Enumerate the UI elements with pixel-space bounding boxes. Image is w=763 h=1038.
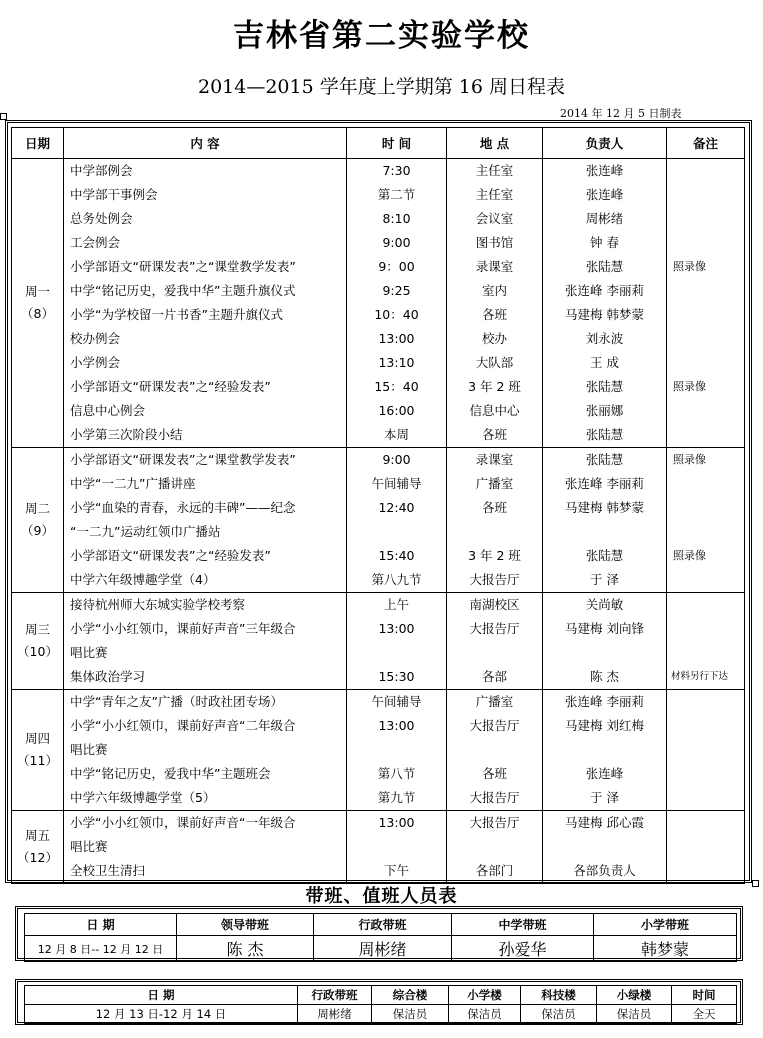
- event-time: 9:00: [382, 452, 411, 467]
- event-time: 午间辅导: [371, 694, 422, 709]
- event-place-column: [447, 448, 543, 593]
- duty-middle: 孙爱华: [452, 936, 594, 962]
- event-note: [667, 496, 744, 520]
- event-person: 张连峰 李丽莉: [565, 476, 644, 491]
- page-subtitle: 2014—2015 学年度上学期第 16 周日程表: [197, 76, 565, 98]
- event-time: [347, 520, 446, 544]
- event-person: 周彬绪: [585, 211, 624, 226]
- event-person: 张陆慧: [585, 259, 624, 274]
- event-person: 关尚敏: [585, 597, 624, 612]
- event-note-column: [667, 448, 745, 593]
- event-content: 小学部语文“研课发表”之“课堂教学发表”: [70, 452, 296, 467]
- event-content: 小学“小小红领巾，课前好声音“二年级合: [70, 718, 296, 733]
- event-time: 午间辅导: [371, 476, 422, 491]
- weekend-complex: 保洁员: [372, 1005, 449, 1024]
- event-content: 小学“血染的青春，永远的丰碑”——纪念: [70, 500, 296, 515]
- day-number: （10）: [17, 644, 58, 659]
- event-content: 总务处例会: [70, 211, 133, 226]
- event-content: 唱比赛: [70, 839, 108, 854]
- weekend-time: 全天: [672, 1005, 737, 1024]
- day-name: 周二: [24, 501, 50, 516]
- event-time: 8:10: [382, 211, 411, 226]
- schedule-header-row: [12, 128, 745, 159]
- event-person: [543, 641, 666, 665]
- header-note: 备注: [667, 128, 745, 159]
- event-time: 15：40: [374, 379, 419, 394]
- event-content: 小学“为学校留一片书香”主题升旗仪式: [70, 307, 283, 322]
- duty-header-date: 日 期: [25, 914, 177, 936]
- header-date: 日期: [12, 128, 64, 159]
- event-note-column: [667, 593, 745, 690]
- event-person: [543, 738, 666, 762]
- event-note: [667, 738, 744, 762]
- event-time: 第八节: [377, 766, 416, 781]
- event-note-column: [667, 159, 745, 448]
- event-place: 大报告厅: [469, 718, 520, 733]
- event-person: 马建梅 韩梦蒙: [565, 307, 644, 322]
- day-cell: [12, 159, 64, 448]
- day-number: （12）: [17, 850, 58, 865]
- event-note: [667, 423, 744, 447]
- event-person: 各部负责人: [573, 863, 636, 878]
- event-person: 张陆慧: [585, 379, 624, 394]
- event-note: [667, 207, 744, 231]
- event-note: [667, 327, 744, 351]
- weekend-table: [24, 985, 737, 1024]
- duty-date: 12 月 8 日-- 12 月 12 日: [25, 936, 177, 962]
- event-place: 主任室: [475, 187, 514, 202]
- event-note: [667, 690, 744, 714]
- day-block: [12, 593, 745, 690]
- day-block: [12, 811, 745, 884]
- weekend-header-tech-bldg: 科技楼: [521, 986, 597, 1005]
- duty-admin: 周彬绪: [314, 936, 452, 962]
- event-time: 7:30: [382, 163, 411, 178]
- event-content: 小学“小小红领巾，课前好声音”三年级合: [70, 621, 296, 636]
- event-person: 张丽娜: [585, 403, 624, 418]
- day-number: （8）: [21, 306, 54, 321]
- event-person: 马建梅 刘红梅: [565, 718, 644, 733]
- event-time-column: [347, 159, 447, 448]
- event-note: [667, 520, 744, 544]
- event-content: 中学六年级博趣学堂（4）: [70, 572, 216, 587]
- event-place: 各班: [481, 307, 507, 322]
- duty-leader: 陈 杰: [177, 936, 314, 962]
- duty-title: 带班、值班人员表: [305, 886, 458, 907]
- event-time: 第八九节: [371, 572, 422, 587]
- event-place: 大报告厅: [469, 815, 520, 830]
- event-content: 中学“一二九”广播讲座: [70, 476, 196, 491]
- event-time: 13:00: [378, 331, 415, 346]
- event-person-column: [543, 593, 667, 690]
- event-note: [667, 617, 744, 641]
- event-time: 12:40: [378, 500, 415, 515]
- event-person-column: [543, 690, 667, 811]
- event-time: 16:00: [378, 403, 415, 418]
- day-block: [12, 690, 745, 811]
- event-time-column: [347, 593, 447, 690]
- event-person: 张陆慧: [585, 452, 624, 467]
- event-content: 唱比赛: [70, 742, 108, 757]
- event-time: 本周: [383, 427, 409, 442]
- event-place: 会议室: [475, 211, 514, 226]
- weekend-header-complex: 综合楼: [372, 986, 449, 1005]
- event-person: 王 成: [590, 355, 619, 370]
- duty-header-middle: 中学带班: [452, 914, 594, 936]
- duty-primary: 韩梦蒙: [594, 936, 737, 962]
- event-time: 第九节: [377, 790, 416, 805]
- event-content: 中学部例会: [70, 163, 133, 178]
- event-content: 小学例会: [70, 355, 121, 370]
- event-content-column: [64, 690, 347, 811]
- weekend-header-green-bldg: 小绿楼: [597, 986, 672, 1005]
- duty-header-admin: 行政带班: [314, 914, 452, 936]
- event-note: [667, 762, 744, 786]
- event-time: 13:00: [378, 621, 415, 636]
- weekend-header-primary-bldg: 小学楼: [449, 986, 521, 1005]
- duty-row: [25, 936, 737, 962]
- event-place: 3 年 2 班: [468, 548, 521, 563]
- event-content: 中学部干事例会: [70, 187, 158, 202]
- day-cell: [12, 593, 64, 690]
- event-person: [543, 835, 666, 859]
- event-note: 照录像: [673, 260, 706, 273]
- event-place: 各班: [481, 500, 507, 515]
- event-place: 各部: [481, 669, 507, 684]
- event-time: [347, 641, 446, 665]
- event-content: 工会例会: [70, 235, 121, 250]
- event-place: 各班: [481, 766, 507, 781]
- event-note: [667, 859, 744, 883]
- event-person: [543, 520, 666, 544]
- event-person: 马建梅 刘向锋: [565, 621, 644, 636]
- event-place: 主任室: [475, 163, 514, 178]
- event-place-column: [447, 159, 543, 448]
- event-person-column: [543, 448, 667, 593]
- header-content: 内 容: [64, 128, 347, 159]
- schedule-table: [11, 127, 745, 884]
- event-time: 13:10: [378, 355, 415, 370]
- event-person: 张连峰: [585, 187, 624, 202]
- day-block: [12, 448, 745, 593]
- day-cell: [12, 811, 64, 884]
- event-note: [667, 835, 744, 859]
- event-content: 中学“铭记历史，爱我中华”主题升旗仪式: [70, 283, 296, 298]
- event-content: 小学部语文“研课发表”之“经验发表”: [70, 379, 271, 394]
- event-content: 中学六年级博趣学堂（5）: [70, 790, 216, 805]
- event-person: 马建梅 韩梦蒙: [565, 500, 644, 515]
- event-place: 大报告厅: [469, 621, 520, 636]
- event-content-column: [64, 593, 347, 690]
- header-person: 负责人: [543, 128, 667, 159]
- event-place: 南湖校区: [469, 597, 520, 612]
- event-note: 照录像: [673, 453, 706, 466]
- event-note: [667, 472, 744, 496]
- event-place: 大报告厅: [469, 790, 520, 805]
- event-place: [447, 641, 542, 665]
- event-content: 全校卫生清扫: [70, 863, 146, 878]
- event-note: [667, 183, 744, 207]
- event-person: 张连峰 李丽莉: [565, 694, 644, 709]
- event-place: [447, 520, 542, 544]
- header-time: 时 间: [347, 128, 447, 159]
- event-note: [667, 593, 744, 617]
- event-time-column: [347, 448, 447, 593]
- duty-header-row: [25, 914, 737, 936]
- weekend-header-admin: 行政带班: [298, 986, 372, 1005]
- event-content: “一二九”运动红领巾广播站: [70, 524, 221, 539]
- event-person: 于 泽: [590, 790, 619, 805]
- event-place: 信息中心: [469, 403, 520, 418]
- event-time: 13:00: [378, 815, 415, 830]
- weekend-header-row: [25, 986, 737, 1005]
- weekend-tech-bldg: 保洁员: [521, 1005, 597, 1024]
- day-number: （11）: [17, 753, 58, 768]
- event-content: 集体政治学习: [70, 669, 146, 684]
- event-person: 张陆慧: [585, 427, 624, 442]
- event-place: 大队部: [475, 355, 514, 370]
- event-note: [667, 641, 744, 665]
- event-person: 陈 杰: [590, 669, 619, 684]
- event-time: 9:00: [382, 235, 411, 250]
- event-place-column: [447, 811, 543, 884]
- weekend-header-date: 日 期: [25, 986, 298, 1005]
- weekend-row: [25, 1005, 737, 1024]
- weekend-admin: 周彬绪: [298, 1005, 372, 1024]
- duty-header-primary: 小学带班: [594, 914, 737, 936]
- event-person-column: [543, 159, 667, 448]
- header-place: 地 点: [447, 128, 543, 159]
- event-place: 各班: [481, 427, 507, 442]
- event-person: 刘永波: [585, 331, 624, 346]
- event-person: 张连峰: [585, 766, 624, 781]
- event-time: [347, 835, 446, 859]
- event-note: [667, 811, 744, 835]
- event-time: [347, 738, 446, 762]
- event-person: 于 泽: [590, 572, 619, 587]
- event-person: 张陆慧: [585, 548, 624, 563]
- event-content-column: [64, 811, 347, 884]
- weekend-date: 12 月 13 日-12 月 14 日: [25, 1005, 298, 1024]
- event-time: 15:40: [378, 548, 415, 563]
- event-place: 校办: [481, 331, 507, 346]
- event-note: [667, 351, 744, 375]
- event-note: [667, 159, 744, 183]
- event-place: [447, 835, 542, 859]
- event-note: [667, 568, 744, 592]
- event-note: [667, 303, 744, 327]
- event-note-column: [667, 690, 745, 811]
- event-content: 校办例会: [70, 331, 121, 346]
- event-note: 照录像: [673, 549, 706, 562]
- event-content: 中学“铭记历史，爱我中华”主题班会: [70, 766, 271, 781]
- event-place: 大报告厅: [469, 572, 520, 587]
- event-content: 唱比赛: [70, 645, 108, 660]
- event-content-column: [64, 448, 347, 593]
- event-note: [667, 399, 744, 423]
- event-time: 9:25: [382, 283, 411, 298]
- event-content: 信息中心例会: [70, 403, 146, 418]
- event-note-column: [667, 811, 745, 884]
- event-time-column: [347, 690, 447, 811]
- day-name: 周五: [24, 828, 50, 843]
- event-place: [447, 738, 542, 762]
- event-time: 第二节: [377, 187, 416, 202]
- event-time: 上午: [383, 597, 409, 612]
- event-content: 小学第三次阶段小结: [70, 427, 183, 442]
- day-cell: [12, 690, 64, 811]
- event-note: [667, 714, 744, 738]
- page-title: 吉林省第二实验学校: [233, 18, 530, 54]
- day-number: （9）: [21, 523, 54, 538]
- event-time: 下午: [383, 863, 409, 878]
- event-person: 张连峰 李丽莉: [565, 283, 644, 298]
- event-place: 各部门: [475, 863, 514, 878]
- day-name: 周三: [24, 622, 50, 637]
- event-place: 室内: [481, 283, 507, 298]
- event-note: 照录像: [673, 380, 706, 393]
- event-person: 马建梅 邱心霞: [565, 815, 644, 830]
- day-name: 周一: [24, 284, 50, 299]
- event-time-column: [347, 811, 447, 884]
- event-place: 3 年 2 班: [468, 379, 521, 394]
- event-place: 图书馆: [475, 235, 514, 250]
- event-person: 钟 春: [590, 235, 619, 250]
- event-note: [667, 786, 744, 810]
- event-note: 材料另行下达: [671, 671, 729, 682]
- event-content: 小学部语文“研课发表”之“课堂教学发表”: [70, 259, 296, 274]
- made-date: 2014 年 12 月 5 日制表: [560, 107, 682, 120]
- event-content-column: [64, 159, 347, 448]
- event-time: 15:30: [378, 669, 415, 684]
- event-content: 小学“小小红领巾，课前好声音“一年级合: [70, 815, 296, 830]
- event-place: 录课室: [475, 259, 514, 274]
- weekend-primary-bldg: 保洁员: [449, 1005, 521, 1024]
- duty-table: [24, 913, 737, 962]
- event-place: 广播室: [475, 694, 514, 709]
- event-time: 10：40: [374, 307, 419, 322]
- event-content: 中学“青年之友”广播（时政社团专场）: [70, 694, 283, 709]
- event-place-column: [447, 593, 543, 690]
- day-block: [12, 159, 745, 448]
- event-person: 张连峰: [585, 163, 624, 178]
- event-time: 13:00: [378, 718, 415, 733]
- event-note: [667, 231, 744, 255]
- weekend-header-time: 时间: [672, 986, 737, 1005]
- event-note: [667, 279, 744, 303]
- table-anchor-marker: [0, 113, 7, 120]
- event-place: 录课室: [475, 452, 514, 467]
- event-place-column: [447, 690, 543, 811]
- weekend-green-bldg: 保洁员: [597, 1005, 672, 1024]
- event-place: 广播室: [475, 476, 514, 491]
- day-cell: [12, 448, 64, 593]
- event-time: 9：00: [378, 259, 415, 274]
- day-name: 周四: [24, 731, 50, 746]
- duty-header-leader: 领导带班: [177, 914, 314, 936]
- event-content: 接待杭州师大东城实验学校考察: [70, 597, 246, 612]
- event-person-column: [543, 811, 667, 884]
- event-content: 小学部语文“研课发表”之“经验发表”: [70, 548, 271, 563]
